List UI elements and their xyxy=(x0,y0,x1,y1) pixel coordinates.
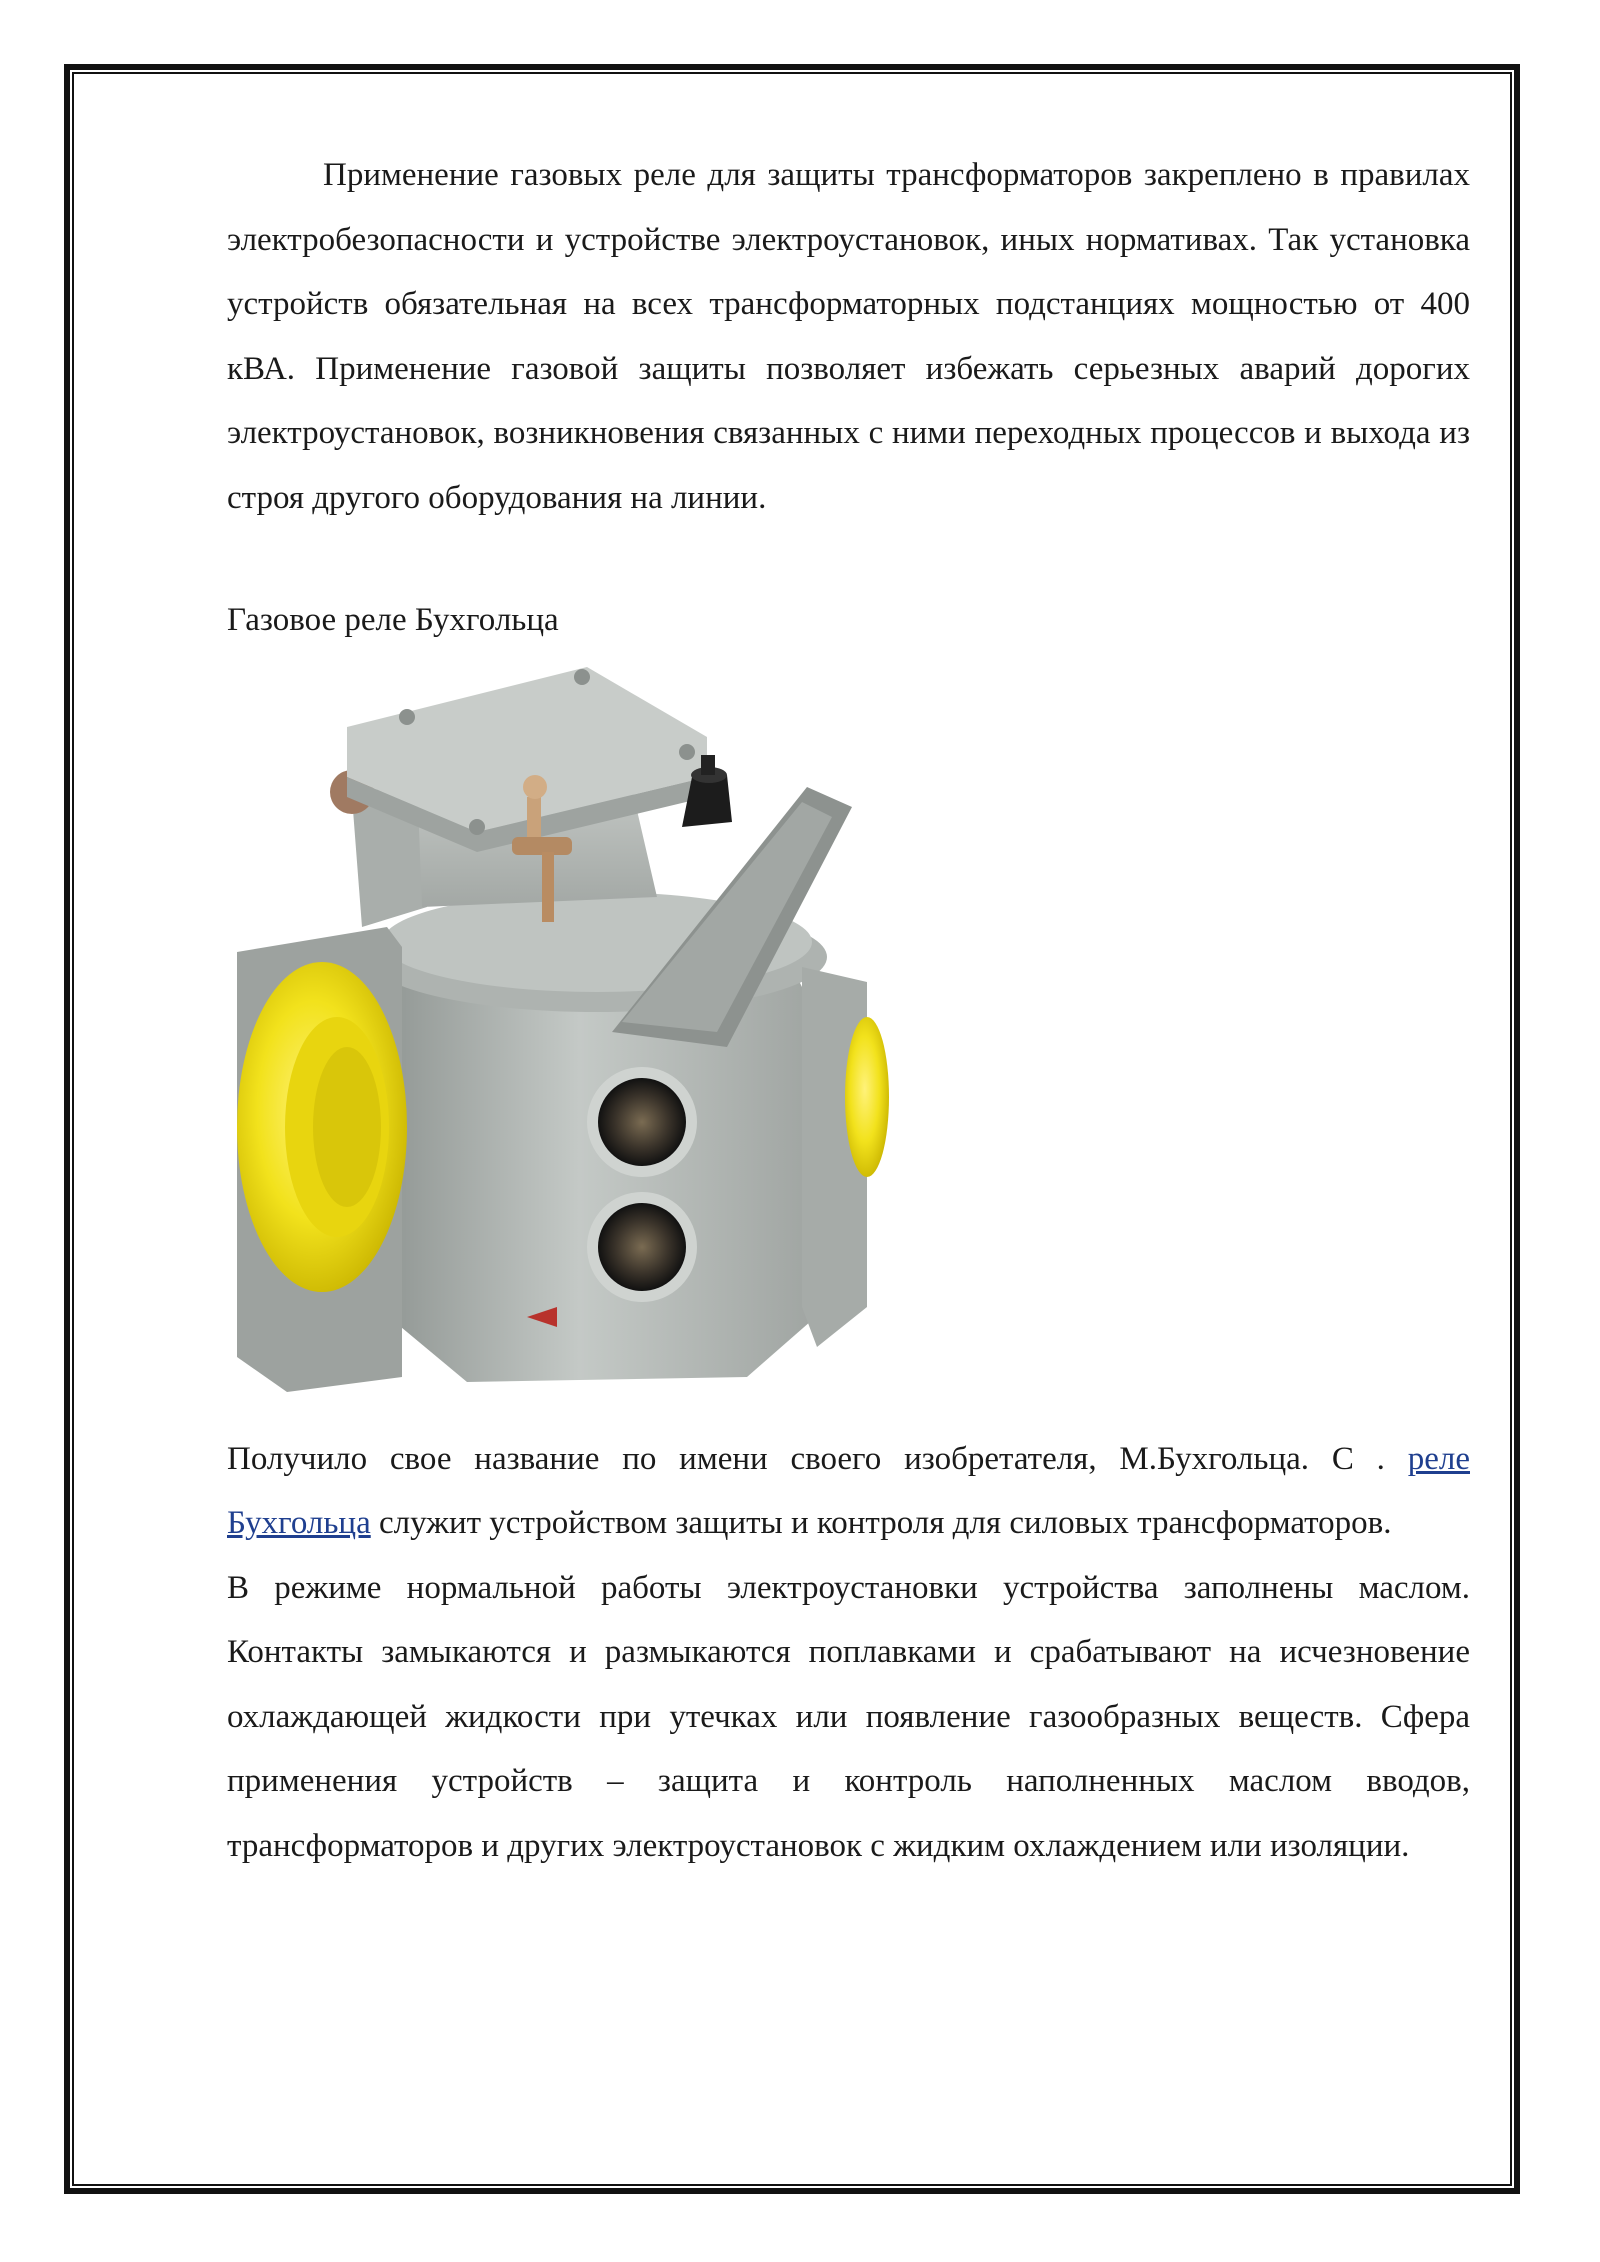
paragraph-name-origin xyxy=(227,1427,1470,1556)
document-body xyxy=(227,143,1470,1878)
paragraph-2-after-link: служит устройством защиты и контроля для силовых трансформаторов. xyxy=(370,1505,1392,1541)
paragraph-2-before-link: Получило свое название по имени своего изобретателя, М.Бухгольца. С . xyxy=(227,1440,1408,1477)
buchholz-relay-image xyxy=(227,657,917,1427)
paragraph-intro: Применение газовых реле для защиты трансформаторов закреплено в правилах электробезопасности и устройстве электроустановок, иных нормативах. Так установка устройств обязательная на всех трансформаторных подстанциях мощностью от 400 кВА. Применение газовой защиты позволяет избежать серьезных аварий дорогих электроустановок, возникновения связанных с ними переходных процессов и выхода из строя другого оборудования на линии. xyxy=(227,157,1470,516)
buchholz-relay-link[interactable]: реле Бухгольца xyxy=(227,1440,1470,1541)
section-heading: Газовое реле Бухгольца xyxy=(227,602,559,638)
paragraph-normal-operation: В режиме нормальной работы электроустановки устройства заполнены маслом. Контакты замыкаются и размыкаются поплавками и срабатывают на исчезновение охлаждающей жидкости при утечках или появление газообразных веществ. Сфера применения устройств – защита и контроль наполненных маслом вводов, трансформаторов и других электроустановок с жидким охлаждением или изоляции. xyxy=(227,1569,1470,1864)
buchholz-relay-illustration xyxy=(227,657,917,1427)
